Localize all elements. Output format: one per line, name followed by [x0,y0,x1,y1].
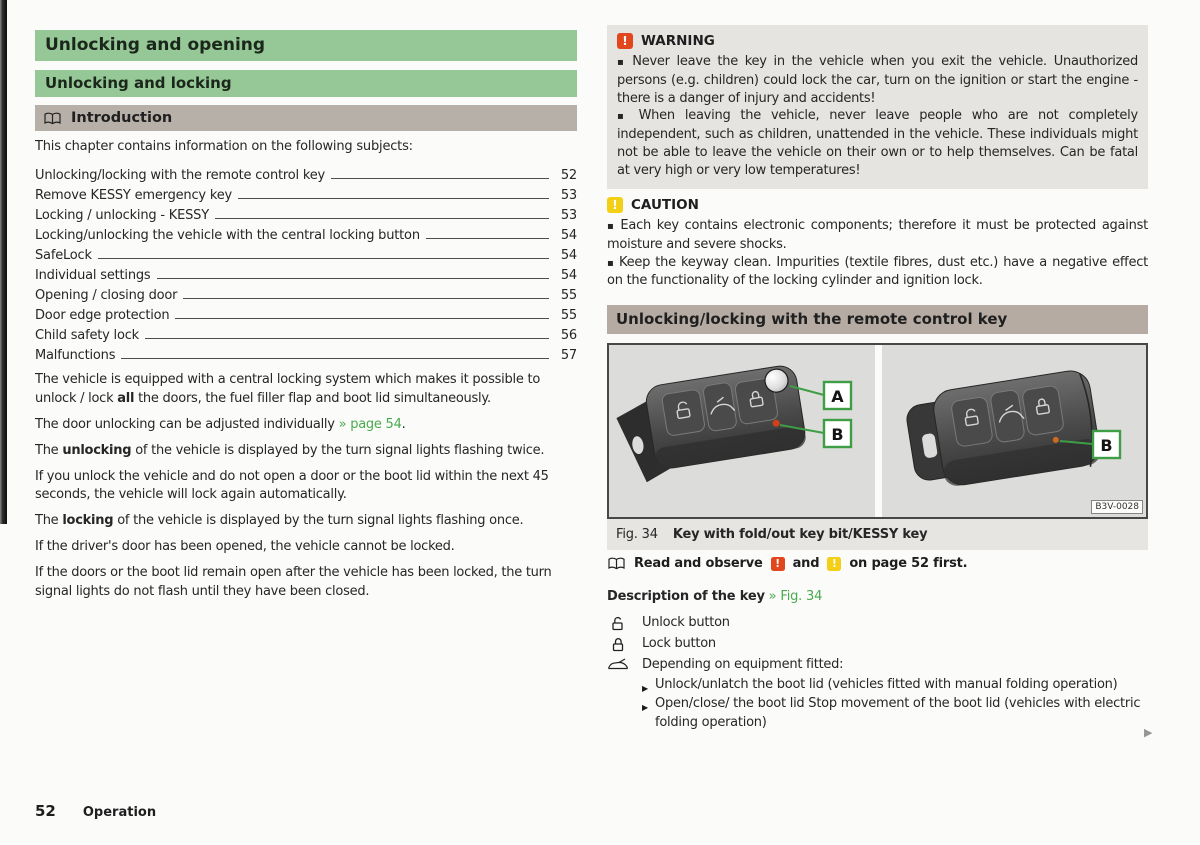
toc-label: Malfunctions [35,348,116,363]
caution-item: ▪ Keep the keyway clean. Impurities (textile fibres, dust etc.) have a negative effect on the functionality of the locking cylinder and ignition lock. [607,254,1148,291]
scan-binding-edge [0,0,7,524]
toc-label: Remove KESSY emergency key [35,188,232,203]
toc-leader-line [331,178,549,179]
figure-divider [875,345,882,517]
toc-leader-line [157,278,550,279]
figure-label-b-right: B [1100,436,1113,455]
warning-title-row [617,33,1138,49]
toc-leader-line [426,238,549,239]
page-continuation-arrow-icon: ▶ [1144,726,1153,739]
figure-label-b-left: B [831,425,844,444]
paragraph: If the doors or the boot lid remain open after the vehicle has been locked, the turn signal lights do not flash until they have been closed. [35,565,552,599]
table-of-contents [35,163,577,363]
figure-link[interactable]: » Fig. 34 [768,589,823,604]
toc-page-number: 55 [560,308,577,323]
footer-page-number: 52 [35,802,56,820]
key-description-list [607,612,1148,732]
text-run-bold: unlocking [62,442,132,458]
left-column [35,0,577,845]
toc-entry[interactable] [35,243,577,263]
introduction-title: Introduction [71,110,173,126]
text-run: The vehicle is equipped with a central locking system which makes it possible to unlock / lock [35,372,541,406]
toc-leader-line [238,198,549,199]
caution-exclamation-icon: ! [607,197,623,213]
caution-ref-icon: ! [827,557,841,571]
toc-entry[interactable] [35,183,577,203]
remote-key-section-header [607,305,1148,334]
list-item [607,633,1148,654]
toc-page-number: 54 [560,248,577,263]
figure-image-code: B3V-0028 [1091,500,1143,514]
toc-leader-line [121,358,549,359]
warning-title: WARNING [641,33,715,49]
warning-exclamation-icon: ! [617,33,633,49]
paragraph: If you unlock the vehicle and do not open a door or the boot lid within the next 45 seconds, the vehicle will lock again automatically. [35,468,549,502]
car-open-boot-icon [607,654,629,672]
padlock-closed-icon [607,633,629,652]
toc-entry[interactable] [35,343,577,363]
text-run: The door unlocking can be adjusted individually [35,416,339,432]
figure-key-image [607,343,1148,519]
footer-section-label: Operation [82,805,157,820]
toc-leader-line [175,318,549,319]
toc-page-number: 56 [560,328,577,343]
page-link[interactable]: » page 54 [338,416,402,432]
text-run: The [35,513,63,528]
section-title-bar [35,70,577,97]
paragraph [35,512,577,531]
read-note-text: Read and observe [634,556,763,571]
toc-label: Unlocking/locking with the remote control key [35,168,325,183]
padlock-open-icon [607,612,629,631]
paragraph: If the driver's door has been opened, the vehicle cannot be locked. [35,539,455,554]
toc-label: Child safety lock [35,328,140,343]
caution-item: ▪ Each key contains electronic components; therefore it must be protected against moisture and severe shocks. [607,217,1148,254]
toc-entry[interactable] [35,323,577,343]
sub-list-item: ▶ Unlock/unlatch the boot lid (vehicles fitted with manual folding operation) [642,676,1148,694]
list-item-text: Depending on equipment fitted: [642,657,844,672]
toc-page-number: 53 [560,208,577,223]
text-run: . [401,416,406,432]
figure-kessy-key [882,345,1146,517]
warning-box [607,25,1148,189]
book-icon [607,556,626,571]
figure-title: Key with fold/out key bit/KESSY key [672,527,928,542]
text-run-bold: all [117,390,135,406]
caution-title-row [607,197,1148,213]
toc-page-number: 57 [560,348,577,363]
body-paragraphs [35,371,577,609]
figure-label-a: A [831,387,844,406]
text-run-bold: locking [62,513,114,528]
toc-entry[interactable] [35,223,577,243]
heading-text: Description of the key [607,589,765,604]
toc-entry[interactable] [35,303,577,323]
toc-leader-line [98,258,549,259]
warning-ref-icon: ! [771,557,785,571]
toc-entry[interactable] [35,263,577,283]
introduction-header-bar [35,105,577,131]
paragraph [35,371,577,408]
figure-caption [607,519,1148,550]
sub-list-item: ▶ Open/close/ the boot lid Stop movement of the boot lid (vehicles with electric folding operation) [642,695,1148,732]
toc-label: Door edge protection [35,308,170,323]
toc-label: Locking / unlocking - KESSY [35,208,209,223]
key-description-heading [607,589,1148,604]
read-and-observe-note [607,556,1148,571]
chapter-title: Unlocking and opening [45,35,266,55]
paragraph [35,442,577,461]
toc-page-number: 55 [560,288,577,303]
remote-key-section-title: Unlocking/locking with the remote control key [616,310,1008,328]
toc-page-number: 54 [560,228,577,243]
section-title: Unlocking and locking [45,74,232,92]
list-item-text: Lock button [642,636,716,651]
toc-label: Individual settings [35,268,151,283]
warning-item: ▪ When leaving the vehicle, never leave people who are not completely independent, such as children, unattended in the vehicle. These individuals might not be able to leave the vehicle on their own or to help themselves. Can be fatal at very high or very low temperatures! [617,107,1138,179]
figure-number: Fig. 34 [616,527,658,542]
read-note-text: and [792,556,820,571]
list-item [607,654,1148,675]
text-run: of the vehicle is displayed by the turn signal lights flashing once. [113,513,524,528]
toc-page-number: 54 [560,268,577,283]
text-run: the doors, the fuel filler flap and boot lid simultaneously. [134,390,491,406]
toc-page-number: 52 [560,168,577,183]
toc-label: SafeLock [35,248,92,263]
chapter-title-bar [35,30,577,61]
toc-leader-line [145,338,549,339]
right-column [607,0,1148,845]
caution-title: CAUTION [631,197,699,213]
toc-entry[interactable] [35,163,577,183]
page-footer [35,802,156,820]
figure-fold-out-key [609,345,875,517]
list-item-text: Unlock button [642,615,730,630]
toc-label: Opening / closing door [35,288,178,303]
toc-leader-line [183,298,549,299]
text-run: of the vehicle is displayed by the turn signal lights flashing twice. [131,442,545,458]
toc-intro-text: This chapter contains information on the following subjects: [35,139,413,154]
warning-item: ▪ Never leave the key in the vehicle when you exit the vehicle. Unauthorized persons (e.g. children) could lock the car, turn on the ignition or start the engine - there is a danger of injury and accidents! [617,53,1138,107]
text-run: The [35,442,63,458]
book-icon [43,111,62,126]
toc-entry[interactable] [35,283,577,303]
toc-label: Locking/unlocking the vehicle with the central locking button [35,228,420,243]
read-note-text: on page 52 first. [849,556,968,571]
toc-leader-line [215,218,549,219]
caution-block [607,197,1148,290]
toc-entry[interactable] [35,203,577,223]
list-item [607,612,1148,633]
toc-page-number: 53 [560,188,577,203]
paragraph [35,416,577,435]
